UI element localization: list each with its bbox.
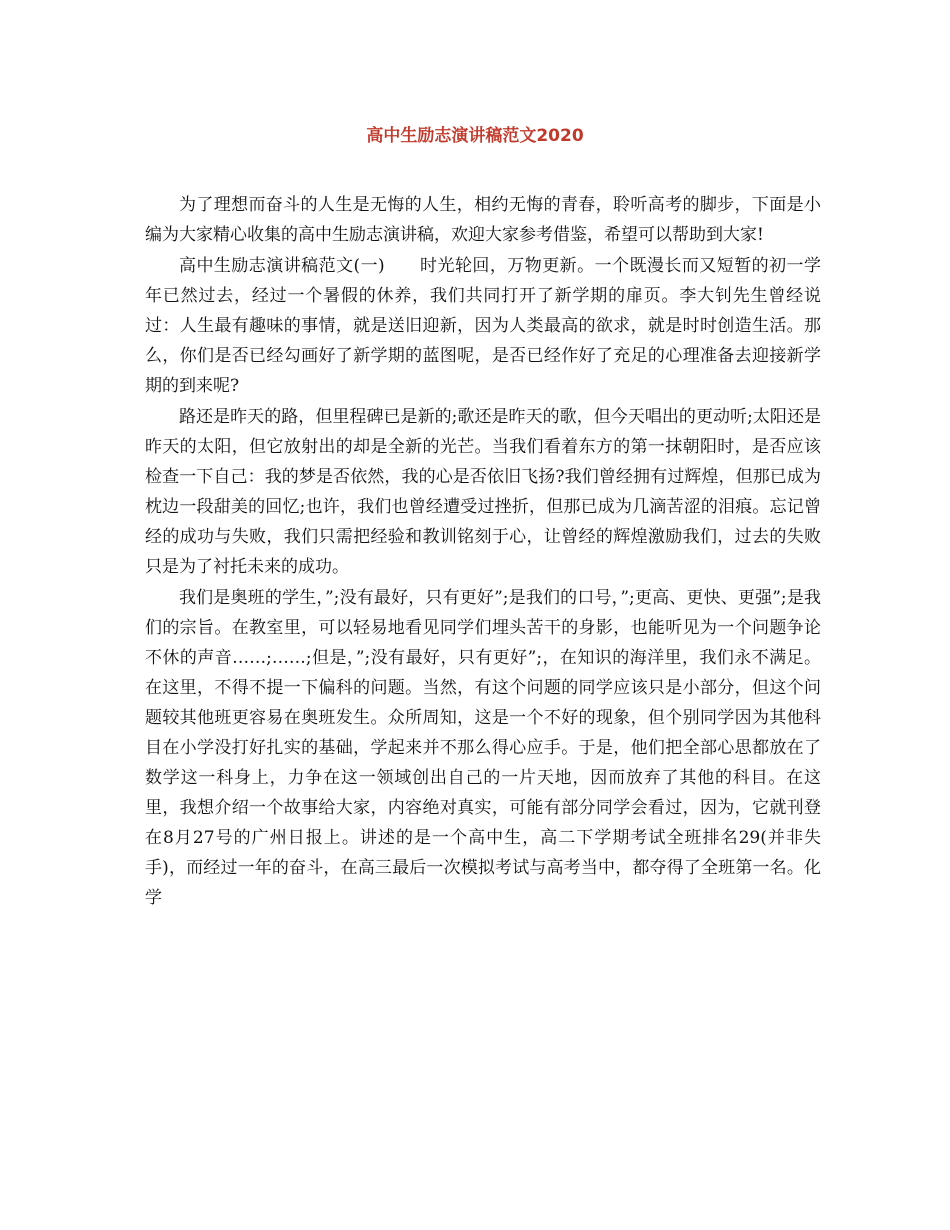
document-body [145, 190, 821, 914]
paragraph-intro: 为了理想而奋斗的人生是无悔的人生，相约无悔的青春，聆听高考的脚步，下面是小编为大家精心收集的高中生励志演讲稿，欢迎大家参考借鉴，希望可以帮助到大家! [145, 195, 821, 245]
document-title: 高中生励志演讲稿范文2020 [366, 126, 584, 146]
paragraph-olympiad-class: 我们是奥班的学生，”;没有最好，只有更好”;是我们的口号，”;更高、更快、更强”;是我们的宗旨。在教室里，可以轻易地看见同学们埋头苦干的身影，也能听见为一个问题争论不休的声音……;……;但是，”;没有最好，只有更好”;，在知识的海洋里，我们永不满足。在这里，不得不提一下偏科的问题。当然，有这个问题的同学应该只是小部分，但这个问题较其他班更容易在奥班发生。众所周知，这是一个不好的现象，但个别同学因为其他科目在小学没打好扎实的基础，学起来并不那么得心应手。于是，他们把全部心思都放在了数学这一科身上，力争在这一领域创出自己的一片天地，因而放弃了其他的科目。在这里，我想介绍一个故事给大家，内容绝对真实，可能有部分同学会看过，因为，它就刊登在8月27号的广州日报上。讲述的是一个高中生，高二下学期考试全班排名29(并非失手)，而经过一年的奋斗，在高三最后一次模拟考试与高考当中，都夺得了全班第一名。化学 [145, 588, 821, 908]
paragraph-speech-one: 高中生励志演讲稿范文(一) 时光轮回，万物更新。一个既漫长而又短暂的初一学年已然过去，经过一个暑假的休养，我们共同打开了新学期的扉页。李大钊先生曾经说过：人生最有趣味的事情，就是送旧迎新，因为人类最高的欲求，就是时时创造生活。那么，你们是否已经勾画好了新学期的蓝图呢，是否已经作好了充足的心理准备去迎接新学期的到来呢? [145, 256, 821, 396]
paragraph-road: 路还是昨天的路，但里程碑已是新的;歌还是昨天的歌，但今天唱出的更动听;太阳还是昨天的太阳，但它放射出的却是全新的光芒。当我们看着东方的第一抹朝阳时，是否应该检查一下自己：我的梦是否依然，我的心是否依旧飞扬?我们曾经拥有过辉煌，但那已成为枕边一段甜美的回忆;也许，我们也曾经遭受过挫折，但那已成为几滴苦涩的泪痕。忘记曾经的成功与失败，我们只需把经验和教训铭刻于心，让曾经的辉煌激励我们，过去的失败只是为了衬托未来的成功。 [145, 407, 821, 577]
